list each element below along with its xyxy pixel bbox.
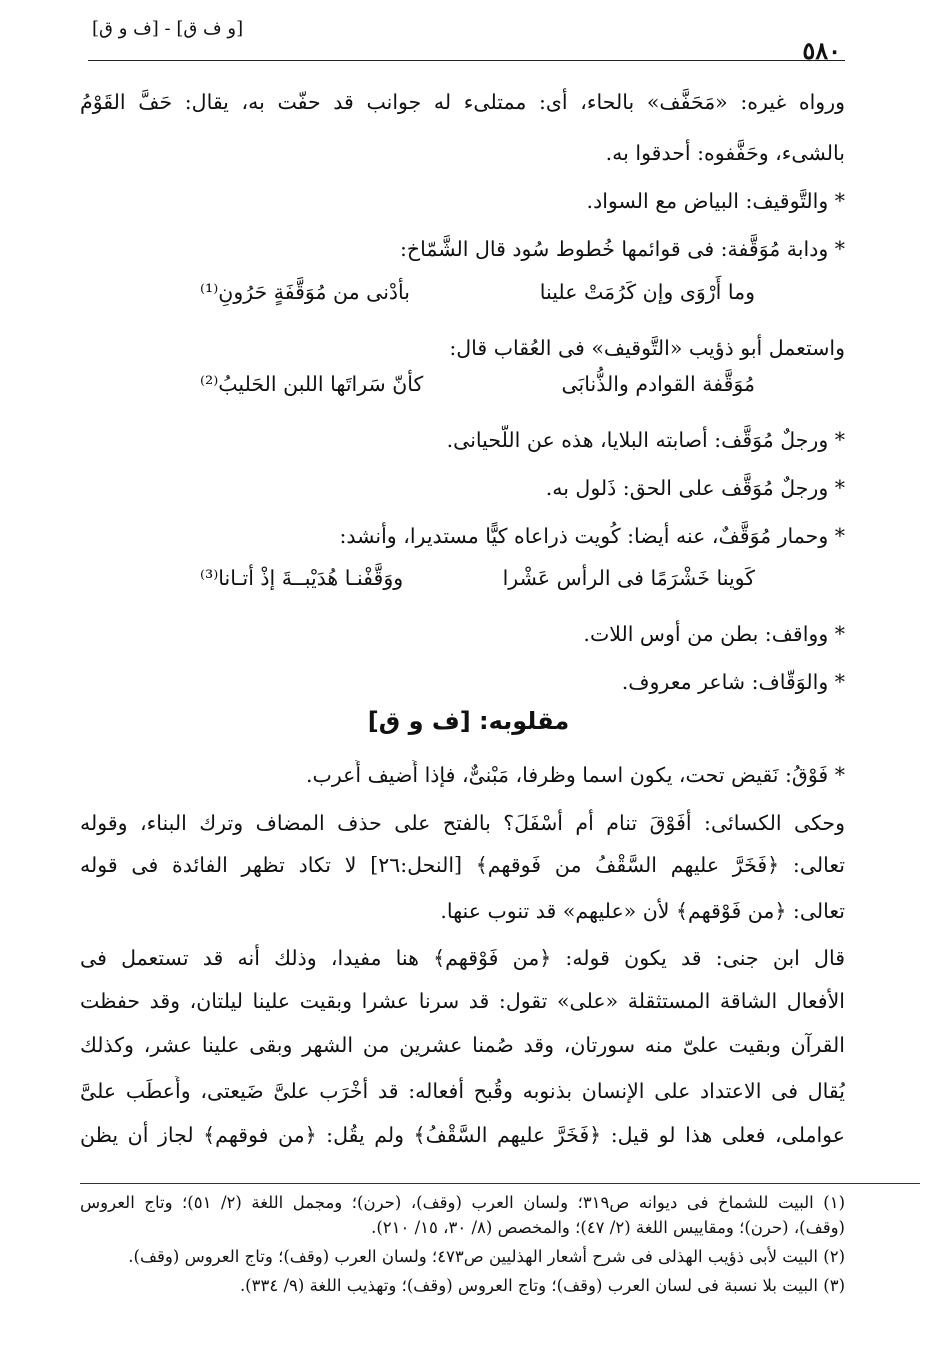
footnote-line: (٣) البيت بلا نسبة فى لسان العرب (وقف)؛ وتاج العروس (وقف)؛ وتهذيب اللغة (٩/ ٣٣٤).	[239, 1276, 845, 1295]
body-line: * ودابة مُوَقَّفة: فى قوائمها خُطوط سُود قال الشَّمّاخ:	[399, 237, 845, 261]
body-line: تعالى: ﴿من فَوْقهم﴾ لأن «عليهم» قد تنوب عنها.	[440, 899, 845, 923]
verse-hemistich-second: ووَقَّفْنـا هُدَيْبــةَ إذْ أتـانا⁽³⁾	[200, 566, 404, 590]
verse-hemistich-first: مُوَقَّفة القوادم والذُّنابَى	[561, 372, 755, 396]
body-line: * وواقف: بطن من أوس اللات.	[583, 622, 845, 646]
body-line: * والوَقّاف: شاعر معروف.	[621, 670, 845, 694]
footnote-rule	[80, 1183, 920, 1184]
footnote-line: (٢) البيت لأبى ذؤيب الهذلى فى شرح أشعار الهذليين ص٤٧٣؛ ولسان العرب (وقف)؛ وتاج العروس (وقف).	[128, 1247, 845, 1266]
running-head: [و ف ق] - [ف و ق]	[92, 18, 244, 39]
body-line: الأفعال الشاقة المستثقلة «على» تقول: قد سرنا عشرا وبقيت علينا ليلتان، وقد حفظت	[80, 989, 845, 1013]
verse-1	[80, 280, 845, 312]
body-line: يُقال فى الاعتداد على الإنسان بذنوبه وقُبح أفعاله: قد أخْرَب علىَّ ضَيعتى، وأَعطَب علىَّ	[80, 1079, 845, 1103]
body-line: وحكى الكسائى: أفَوْقَ تنام أم أسْفَلَ؟ بالفتح على حذف المضاف وترك البناء، وقوله	[80, 811, 845, 835]
verse-hemistich-second: كأنّ سَراتَها اللبن الحَليبُ⁽²⁾	[200, 372, 424, 396]
footnote-line: (وقف)، (حرن)؛ ومقاييس اللغة (٢/ ٤٧)؛ والمخصص (٨/ ٣٠، ١٥/ ٢١٠).	[371, 1218, 845, 1237]
verse-3	[80, 566, 845, 598]
body-line: * والتَّوقيف: البياض مع السواد.	[586, 189, 845, 213]
body-line: بالشىء، وحَفَّفوه: أحدقوا به.	[605, 141, 845, 165]
body-line: القرآن وبقيت علىّ منه سورتان، وقد صُمنا عشرين من الشهر وبقى علينا عشر، وكذلك	[80, 1033, 845, 1057]
footnote-line: (١) البيت للشماخ فى ديوانه ص٣١٩؛ ولسان العرب (وقف)، (حرن)؛ ومجمل اللغة (٢/ ٥١)؛ وتاج العروس	[80, 1193, 845, 1212]
body-line: تعالى: ﴿فَخَرَّ عليهم السَّقْفُ من فَوقهم﴾ [النحل:٢٦] لا تكاد تظهر الفائدة فى قوله	[80, 853, 845, 877]
body-line: عواملى، فعلى هذا لو قيل: ﴿فَخَرَّ عليهم السَّقْفُ﴾ ولم يقُل: ﴿من فوقهم﴾ لجاز أن يظن	[80, 1123, 845, 1147]
verse-hemistich-second: بأدْنى من مُوَقَّفَةٍ حَرُونِ⁽¹⁾	[200, 280, 410, 304]
verse-hemistich-first: وما أَرْوَى وإن كَرُمَتْ علينا	[539, 280, 755, 304]
body-line: واستعمل أبو ذؤيب «التَّوقيف» فى العُقاب قال:	[449, 336, 845, 360]
verse-hemistich-first: كَوينا خَشْرَمًا فى الرأس عَشْرا	[502, 566, 755, 590]
page-number: ٥٨٠	[802, 36, 841, 65]
verse-2	[80, 372, 845, 404]
section-heading: مقلوبه: [ف و ق]	[367, 707, 570, 735]
body-line: * فَوْقُ: نَقيض تحت، يكون اسما وظرفا، مَبْنىٌّ، فإذا أُضيف أُعرب.	[306, 763, 845, 787]
body-line: قال ابن جنى: قد يكون قوله: ﴿من فَوْقهم﴾ هنا مفيدا، وذلك أنه قد تستعمل فى	[80, 946, 845, 970]
body-line: ورواه غيره: «مَحَفَّف» بالحاء، أى: ممتلىء له جوانب قد حفّت به، يقال: حَفَّ القَوْمُ	[80, 90, 845, 114]
body-line: * ورجلٌ مُوَقَّف: أصابته البلايا، هذه عن اللَّحيانى.	[446, 428, 845, 452]
body-line: * ورجلٌ مُوَقَّف على الحق: ذَلول به.	[545, 476, 845, 500]
header-rule	[88, 60, 845, 61]
body-line: * وحمار مُوَقَّفٌ، عنه أيضا: كُويت ذراعاه كيًّا مستديرا، وأنشد:	[339, 524, 845, 548]
